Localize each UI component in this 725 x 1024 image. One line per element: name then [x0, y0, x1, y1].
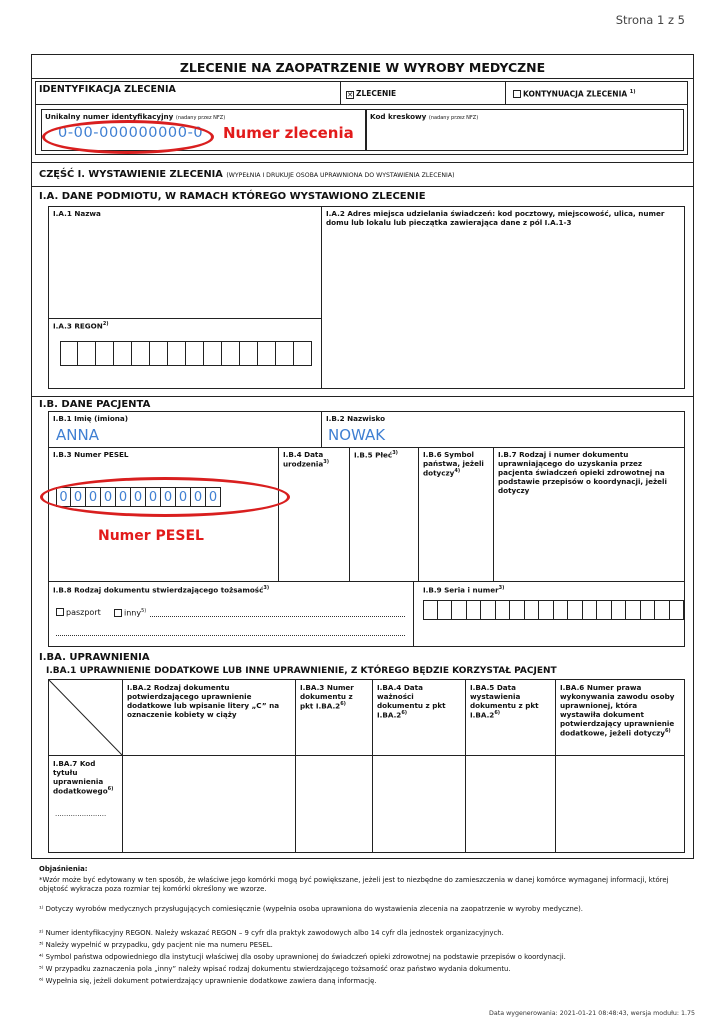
other-doc-line[interactable]: [150, 616, 405, 617]
note-line: *Wzór może być edytowany w ten sposób, że właściwe jego komórki mogą być powiększane, jeżeli jest to niezbędne do zamieszczenia w danej komórce wymaganej informacji, której objętość wykracza poza rozmiar tej komórki określony we wzorze.: [39, 876, 669, 894]
pesel-digit: 0: [206, 487, 221, 507]
continuation-option[interactable]: KONTYNUACJA ZLECENIA $^{1)}$: [513, 89, 636, 99]
section-iba-heading: I.BA. UPRAWNIENIA: [39, 652, 150, 663]
continuation-checkbox[interactable]: [513, 90, 521, 98]
ia2-label: I.A.2 Adres miejsca udzielania świadczeń: kod pocztowy, miejscowość, ulica, numer domu lub lokalu lub pieczątka zawierająca dane z pól I.A.1-3: [326, 209, 665, 227]
order-option[interactable]: ✕ ZLECENIE: [347, 89, 397, 99]
divider: [31, 78, 694, 79]
pesel-digit: 0: [71, 487, 86, 507]
entitlement-doc-label: I.B.7 Rodzaj i numer dokumentu uprawniającego do uzyskania przez pacjenta świadczeń opieki zdrowotnej na podstawie przepisów o koordynacji, jeżeli dotyczy: [498, 450, 667, 495]
section-iba1-heading: I.BA.1 UPRAWNIENIE DODATKOWE LUB INNE UPRAWNIENIE, Z KTÓREGO BĘDZIE KORZYSTAŁ PACJENT: [46, 666, 557, 676]
section-ia-heading: I.A. DANE PODMIOTU, W RAMACH KTÓREGO WYSTAWIONO ZLECENIE: [39, 191, 426, 202]
first-name-value[interactable]: ANNA: [56, 426, 99, 444]
series-label: I.B.9 Seria i numer$^{3)}$: [423, 585, 505, 595]
iba3-label: I.BA.3 Numer dokumentu z pkt I.BA.2$^{6)}$: [300, 683, 354, 711]
part1-heading: CZĘŚĆ I. WYSTAWIENIE ZLECENIA (WYPEŁNIA I DRUKUJE OSOBA UPRAWNIONA DO WYSTAWIENIA ZLECENIA): [39, 169, 455, 180]
birth-date-label: I.B.4 Data urodzenia$^{3)}$: [283, 450, 329, 469]
regon-cells[interactable]: [60, 341, 312, 366]
iba7-label: I.BA.7 Kod tytułu uprawnienia dodatkowego$^{6)}$: [53, 759, 114, 796]
id-doc-line[interactable]: [56, 635, 405, 636]
note-line: ¹⁾ Dotyczy wyrobów medycznych przysługujących comiesięcznie (wypełnia osoba uprawniona do wystawienia zlecenia na zaopatrzenie w wyroby medyczne).: [39, 905, 583, 913]
note-line: ²⁾ Numer identyfikacyjny REGON. Należy wskazać REGON – 9 cyfr dla praktyk zawodowych albo 14 cyfr dla jednostek organizacyjnych.: [39, 929, 504, 937]
ia3-label: I.A.3 REGON$^{2)}$: [53, 321, 109, 331]
other-checkbox[interactable]: [114, 609, 122, 617]
pesel-digit: 0: [161, 487, 176, 507]
generation-footer: Data wygenerowania: 2021-01-21 08:48:43, wersja modułu: 1.75: [489, 1010, 695, 1017]
pesel-digit: 0: [176, 487, 191, 507]
first-name-label: I.B.1 Imię (imiona): [53, 414, 129, 423]
order-number-annotation: Numer zlecenia: [223, 124, 354, 142]
empty-cell-diagonal: [48, 679, 122, 755]
identification-heading: IDENTYFIKACJA ZLECENIA: [39, 84, 176, 95]
order-checkbox[interactable]: ✕: [347, 91, 353, 99]
series-cells[interactable]: [423, 600, 684, 620]
iba4-label: I.BA.4 Data ważności dokumentu z pkt I.BA.2$^{6)}$: [377, 683, 446, 720]
last-name-label: I.B.2 Nazwisko: [326, 414, 386, 423]
iba5-label: I.BA.5 Data wystawienia dokumentu z pkt I.BA.2$^{6)}$: [470, 683, 539, 720]
pesel-digit: 0: [116, 487, 131, 507]
pesel-annotation: Numer PESEL: [98, 528, 204, 544]
unique-number-value[interactable]: 0-00-000000000-0: [58, 125, 204, 141]
pesel-label: I.B.3 Numer PESEL: [53, 450, 129, 459]
iba7-dots[interactable]: .......................: [55, 810, 107, 818]
form-title: ZLECENIE NA ZAOPATRZENIE W WYROBY MEDYCZNE: [179, 60, 546, 75]
note-line: ⁶⁾ Wypełnia się, jeżeli dokument potwierdzający uprawnienie dodatkowe zawiera daną informację.: [39, 977, 377, 985]
pesel-digit: 0: [191, 487, 206, 507]
section-ib-heading: I.B. DANE PACJENTA: [39, 399, 151, 410]
note-line: ⁴⁾ Symbol państwa odpowiedniego dla instytucji właściwej dla osoby uprawnionej do świadczeń opieki zdrowotnej na podstawie przepisów o koordynacji.: [39, 953, 566, 961]
iba2-label: I.BA.2 Rodzaj dokumentu potwierdzającego uprawnienie dodatkowe lub wpisanie litery „C” na oznaczenie kobiety w ciąży: [127, 683, 280, 719]
pesel-digit: 0: [86, 487, 101, 507]
country-label: I.B.6 Symbol państwa, jeżeli dotyczy$^{4)}$: [423, 450, 484, 478]
other-option[interactable]: inny$^{5)}$: [114, 608, 146, 618]
barcode-label: Kod kreskowy (nadany przez NFZ): [370, 112, 479, 121]
pesel-digit: 0: [101, 487, 116, 507]
last-name-value[interactable]: NOWAK: [328, 426, 386, 444]
id-doc-label: I.B.8 Rodzaj dokumentu stwierdzającego tożsamość$^{3)}$: [53, 585, 270, 595]
note-line: ³⁾ Należy wypełnić w przypadku, gdy pacjent nie ma numeru PESEL.: [39, 941, 273, 949]
sex-label: I.B.5 Płeć$^{3)}$: [354, 450, 398, 460]
pesel-digit: 0: [131, 487, 146, 507]
passport-checkbox[interactable]: [56, 608, 64, 616]
passport-option[interactable]: paszport: [56, 608, 101, 617]
order-number-highlight: [42, 120, 214, 154]
pesel-digit: 0: [56, 487, 71, 507]
iba6-label: I.BA.6 Numer prawa wykonywania zawodu osoby uprawnionej, która wystawiła dokument potwierdzający uprawnienie dodatkowe, jeżeli dotyczy$^{6)}$: [560, 683, 675, 738]
page-number: Strona 1 z 5: [615, 13, 685, 27]
ia1-label: I.A.1 Nazwa: [53, 209, 101, 218]
pesel-digit: 0: [146, 487, 161, 507]
notes-title: Objaśnienia:: [39, 865, 88, 873]
note-line: ⁵⁾ W przypadku zaznaczenia pola „inny” należy wpisać rodzaj dokumentu stwierdzającego tożsamość oraz państwo wydania dokumentu.: [39, 965, 511, 973]
pesel-highlight: [40, 477, 290, 517]
unique-number-label: Unikalny numer identyfikacyjny (nadany przez NFZ): [45, 112, 226, 121]
